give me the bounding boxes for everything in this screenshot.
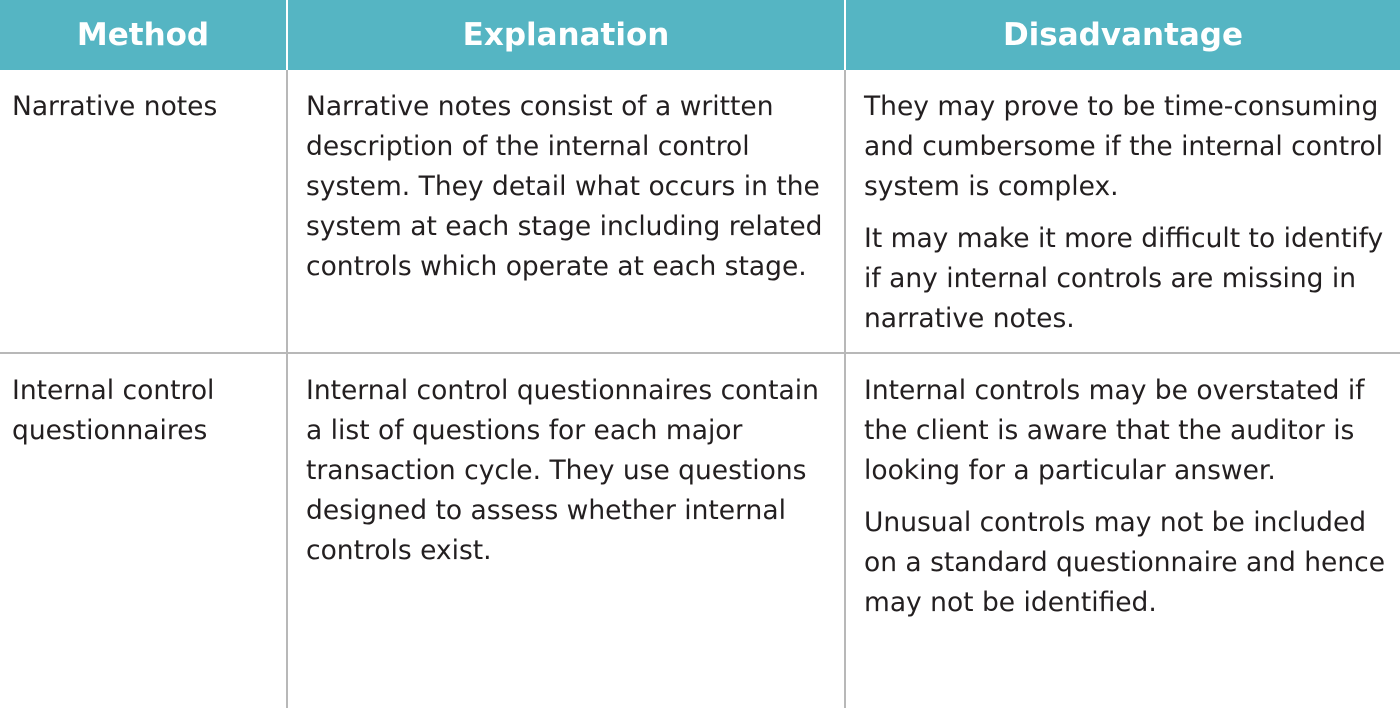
disadvantage-paragraph: Unusual controls may not be included on a standard questionnaire and hence may not be identified. — [864, 507, 1386, 618]
explanation-cell: Narrative notes consist of a written description of the internal control system. They detail what occurs in the system at each stage including related controls which operate at each stage. — [286, 70, 844, 352]
header-explanation: Explanation — [286, 0, 844, 70]
disadvantage-paragraph: They may prove to be time-consuming and cumbersome if the internal control system is complex. — [864, 91, 1384, 202]
table-row — [0, 354, 1400, 708]
disadvantage-cell — [844, 70, 1400, 352]
table-header — [0, 0, 1400, 70]
method-cell: Internal control questionnaires — [12, 375, 215, 446]
disadvantage-cell — [844, 354, 1400, 708]
header-method: Method — [76, 17, 210, 53]
disadvantage-paragraph: Internal controls may be overstated if the client is aware that the auditor is looking for a particular answer. — [864, 375, 1365, 486]
table-row — [0, 70, 1400, 354]
disadvantage-paragraph: It may make it more difficult to identify if any internal controls are missing in narrative notes. — [864, 223, 1384, 334]
method-cell: Narrative notes — [12, 91, 218, 122]
header-disadvantage: Disadvantage — [844, 0, 1400, 70]
explanation-cell: Internal control questionnaires contain a list of questions for each major transaction cycle. They use questions designed to assess whether internal controls exist. — [286, 354, 844, 708]
